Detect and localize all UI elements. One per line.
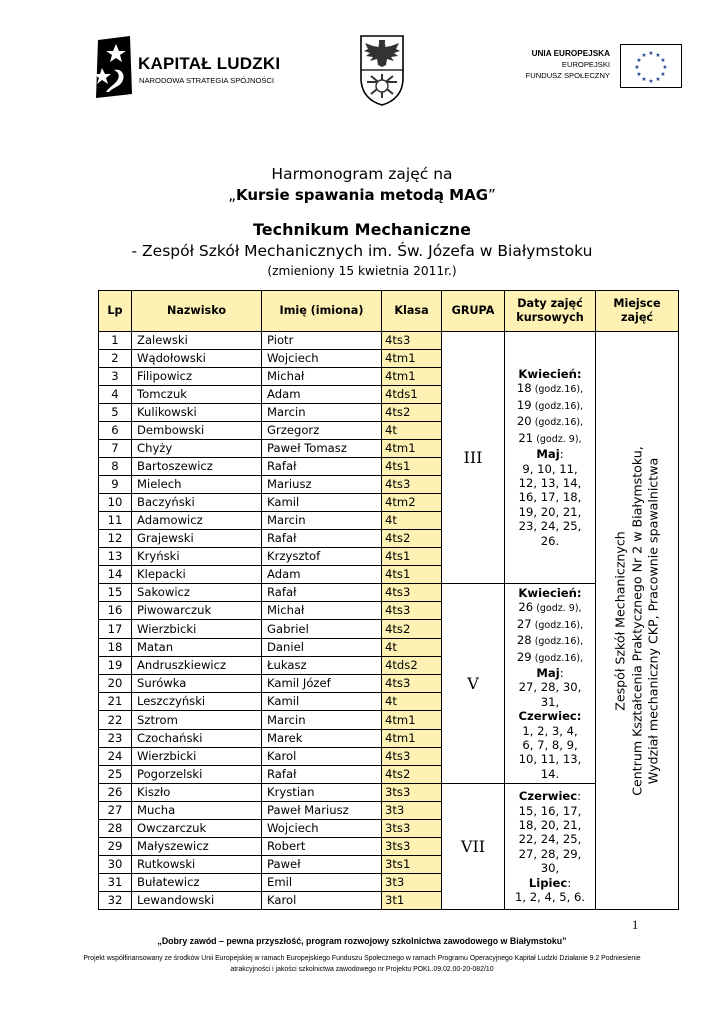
cell-klasa: 4ts1 <box>382 458 442 476</box>
dates-line: 31, <box>540 694 560 709</box>
place-cell <box>596 332 679 910</box>
cell-nazwisko: Mielech <box>132 476 262 494</box>
cell-nazwisko: Piwowarczuk <box>132 602 262 620</box>
kapital-ludzki-title: KAPITAŁ LUDZKI <box>138 54 281 73</box>
svg-text:★: ★ <box>648 50 654 57</box>
school-title: Technikum Mechaniczne <box>252 220 472 239</box>
cell-imie: Adam <box>262 386 382 404</box>
cell-klasa: 4tds2 <box>382 656 442 674</box>
cell-imie: Gabriel <box>262 620 382 638</box>
dates-line <box>506 414 594 430</box>
dates-line: 12, 13, 14, <box>518 475 582 490</box>
cell-imie: Kamil <box>262 693 382 711</box>
dates-line: 9, 10, 11, <box>522 461 578 476</box>
date-day: 19 <box>516 397 532 412</box>
dates-month: Lipiec <box>528 875 568 890</box>
eu-social-fund-logo <box>512 44 684 88</box>
footer-program-title: „Dobry zawód – pewna przyszłość, program rozwojowy szkolnictwa zawodowego w Białymstoku” <box>157 936 567 946</box>
cell-lp: 19 <box>99 656 132 674</box>
cell-imie: Wojciech <box>262 350 382 368</box>
title-line-2 <box>0 185 724 206</box>
cell-klasa: 4t <box>382 638 442 656</box>
eu-logo-text <box>512 48 610 81</box>
table-row <box>99 784 679 802</box>
cell-imie: Piotr <box>262 332 382 350</box>
cell-lp: 15 <box>99 584 132 602</box>
cell-klasa: 4ts3 <box>382 675 442 693</box>
cell-nazwisko: Kulikowski <box>132 404 262 422</box>
dates-month-line <box>506 789 594 803</box>
cell-klasa: 3t3 <box>382 802 442 820</box>
cell-nazwisko: Klepacki <box>132 566 262 584</box>
dates-cell-group-iii <box>505 332 596 584</box>
svg-text:★: ★ <box>648 78 654 85</box>
cell-klasa: 4t <box>382 422 442 440</box>
svg-text:★: ★ <box>636 57 642 64</box>
course-name: Kursie spawania metodą MAG <box>235 186 489 204</box>
date-day: 28 <box>516 633 532 648</box>
dates-month: Maj <box>536 666 560 681</box>
header-daty: Daty zajęć kursowych <box>505 291 596 332</box>
document-titles <box>0 164 724 281</box>
cell-nazwisko: Matan <box>132 638 262 656</box>
cell-nazwisko: Wierzbicki <box>132 620 262 638</box>
cell-nazwisko: Filipowicz <box>132 368 262 386</box>
cell-imie: Rafał <box>262 584 382 602</box>
cell-imie: Rafał <box>262 766 382 784</box>
cell-klasa: 4ts3 <box>382 584 442 602</box>
cell-imie: Paweł <box>262 856 382 874</box>
cell-nazwisko: Wądołowski <box>132 350 262 368</box>
cell-nazwisko: Baczyński <box>132 494 262 512</box>
cell-imie: Adam <box>262 566 382 584</box>
cell-lp: 4 <box>99 386 132 404</box>
place-text <box>612 341 662 901</box>
quote-open: „ <box>228 186 236 204</box>
cell-klasa: 4tm1 <box>382 368 442 386</box>
cell-klasa: 3t1 <box>382 892 442 910</box>
date-hour: (godz.16), <box>531 619 584 631</box>
cell-nazwisko: Adamowicz <box>132 512 262 530</box>
footer-project-note: Projekt współfinansowany ze środków Unii Europejskiej w ramach Europejskiego Funduszu Społecznego w ramach Programu Operacyjnego Kapitał Ludzki Działanie 9.2 Podniesienie atrakcyjności i jakości szkolnictwa zawodowego nr Projektu POKL.09.02.00-20-082/10 <box>83 955 641 973</box>
cell-lp: 32 <box>99 892 132 910</box>
dates-line <box>506 617 594 633</box>
svg-text:★: ★ <box>641 52 647 59</box>
page-number: 1 <box>632 918 639 932</box>
dates-line <box>506 650 594 666</box>
cell-imie: Kamil <box>262 494 382 512</box>
dates-line <box>506 381 594 397</box>
cell-klasa: 4ts2 <box>382 404 442 422</box>
cell-imie: Grzegorz <box>262 422 382 440</box>
cell-lp: 12 <box>99 530 132 548</box>
cell-lp: 28 <box>99 820 132 838</box>
header-imie: Imię (imiona) <box>262 291 382 332</box>
cell-klasa: 4tm1 <box>382 440 442 458</box>
cell-klasa: 3ts3 <box>382 820 442 838</box>
cell-klasa: 4tds1 <box>382 386 442 404</box>
dates-line: 10, 11, 13, <box>518 752 582 767</box>
cell-klasa: 4ts3 <box>382 747 442 765</box>
cell-lp: 31 <box>99 874 132 892</box>
cell-nazwisko: Lewandowski <box>132 892 262 910</box>
dates-month-line <box>506 666 594 680</box>
place-line-2: Centrum Kształcenia Praktycznego Nr 2 w Białymstoku, <box>628 445 644 796</box>
date-day: 18 <box>516 381 532 396</box>
cell-imie: Mariusz <box>262 476 382 494</box>
cell-klasa: 3ts3 <box>382 838 442 856</box>
cell-lp: 18 <box>99 638 132 656</box>
dates-colon: : <box>559 447 564 462</box>
cell-imie: Marcin <box>262 711 382 729</box>
cell-imie: Krystian <box>262 784 382 802</box>
cell-nazwisko: Kiszło <box>132 784 262 802</box>
dates-line <box>506 431 594 447</box>
date-hour: (godz.16), <box>531 384 584 396</box>
date-hour: (godz.16), <box>531 636 584 648</box>
dates-month: Kwiecień: <box>518 367 582 382</box>
cell-klasa: 3t3 <box>382 874 442 892</box>
cell-imie: Marcin <box>262 404 382 422</box>
place-line-3: Wydział mechaniczny CKP, Pracownie spawalnictwa <box>645 457 661 784</box>
cell-lp: 21 <box>99 693 132 711</box>
cell-lp: 8 <box>99 458 132 476</box>
cell-nazwisko: Sakowicz <box>132 584 262 602</box>
cell-imie: Karol <box>262 892 382 910</box>
date-hour: (godz. 9), <box>533 433 582 445</box>
cell-lp: 14 <box>99 566 132 584</box>
dates-line: 22, 24, 25, <box>518 832 582 847</box>
cell-nazwisko: Bułatewicz <box>132 874 262 892</box>
footer <box>0 932 724 975</box>
cell-lp: 16 <box>99 602 132 620</box>
dates-line: 16, 17, 18, <box>518 490 582 505</box>
dates-line: 19, 20, 21, <box>518 504 582 519</box>
date-hour: (godz. 9), <box>533 603 582 615</box>
cell-klasa: 4ts1 <box>382 566 442 584</box>
cell-klasa: 4tm1 <box>382 711 442 729</box>
dates-month: Czerwiec <box>518 789 578 804</box>
cell-lp: 27 <box>99 802 132 820</box>
cell-nazwisko: Mucha <box>132 802 262 820</box>
dates-line <box>506 633 594 649</box>
cell-klasa: 4ts3 <box>382 476 442 494</box>
kapital-ludzki-logo <box>92 34 292 100</box>
cell-nazwisko: Andruszkiewicz <box>132 656 262 674</box>
cell-klasa: 4ts3 <box>382 602 442 620</box>
cell-imie: Michał <box>262 368 382 386</box>
dates-colon: : <box>567 875 572 890</box>
date-hour: (godz.16), <box>531 652 584 664</box>
cell-nazwisko: Pogorzelski <box>132 766 262 784</box>
cell-nazwisko: Małyszewicz <box>132 838 262 856</box>
svg-text:★: ★ <box>660 57 666 64</box>
dates-line: 30, <box>540 861 560 876</box>
cell-nazwisko: Wierzbicki <box>132 747 262 765</box>
cell-imie: Łukasz <box>262 656 382 674</box>
header-lp: Lp <box>99 291 132 332</box>
header-miejsce: Miejsce zajęć <box>596 291 679 332</box>
cell-imie: Rafał <box>262 458 382 476</box>
dates-line: 18, 20, 21, <box>518 817 582 832</box>
cell-imie: Paweł Tomasz <box>262 440 382 458</box>
header-klasa: Klasa <box>382 291 442 332</box>
dates-month-line <box>506 447 594 461</box>
quote-close: ” <box>488 186 496 204</box>
cell-lp: 2 <box>99 350 132 368</box>
cell-imie: Emil <box>262 874 382 892</box>
cell-lp: 6 <box>99 422 132 440</box>
cell-lp: 26 <box>99 784 132 802</box>
dates-line <box>506 600 594 616</box>
cell-klasa: 4tm2 <box>382 494 442 512</box>
cell-klasa: 4tm1 <box>382 350 442 368</box>
cell-klasa: 4ts2 <box>382 620 442 638</box>
cell-klasa: 4t <box>382 693 442 711</box>
cell-klasa: 3ts3 <box>382 784 442 802</box>
school-subtitle: - Zespół Szkół Mechanicznych im. Św. Józefa w Białymstoku <box>131 242 593 260</box>
eu-flag-icon <box>620 44 682 88</box>
dates-line: 1, 2, 4, 5, 6. <box>514 890 586 904</box>
cell-klasa: 4tm1 <box>382 729 442 747</box>
dates-month-line <box>506 876 594 890</box>
dates-line: 23, 24, 25, <box>518 519 582 534</box>
group-cell-iii: III <box>442 332 505 584</box>
kapital-ludzki-logo-icon <box>92 34 136 100</box>
revision-note: (zmieniony 15 kwietnia 2011r.) <box>267 264 457 278</box>
cell-imie: Robert <box>262 838 382 856</box>
title-line-1: Harmonogram zajęć na <box>271 165 453 183</box>
schedule-table <box>98 290 679 910</box>
cell-nazwisko: Grajewski <box>132 530 262 548</box>
table-row <box>99 332 679 350</box>
dates-line: 27, 28, 30, <box>518 680 582 695</box>
svg-text:★: ★ <box>636 71 642 78</box>
header-nazwisko: Nazwisko <box>132 291 262 332</box>
svg-text:★: ★ <box>634 64 640 71</box>
date-hour: (godz.16), <box>531 417 584 429</box>
cell-lp: 9 <box>99 476 132 494</box>
cell-lp: 23 <box>99 729 132 747</box>
cell-lp: 11 <box>99 512 132 530</box>
dates-line <box>506 398 594 414</box>
cell-lp: 25 <box>99 766 132 784</box>
cell-lp: 1 <box>99 332 132 350</box>
dates-line: 15, 16, 17, <box>518 803 582 818</box>
dates-line: 1, 2, 3, 4, <box>522 723 578 738</box>
header-grupa: GRUPA <box>442 291 505 332</box>
cell-nazwisko: Kryński <box>132 548 262 566</box>
cell-imie: Daniel <box>262 638 382 656</box>
dates-line: 14. <box>540 766 560 781</box>
date-day: 26 <box>518 600 534 615</box>
cell-nazwisko: Zalewski <box>132 332 262 350</box>
cell-nazwisko: Owczarczuk <box>132 820 262 838</box>
dates-month: Kwiecień: <box>518 586 582 600</box>
cell-lp: 13 <box>99 548 132 566</box>
cell-lp: 10 <box>99 494 132 512</box>
dates-colon: : <box>559 666 564 681</box>
date-day: 29 <box>516 649 532 664</box>
eu-line-1: UNIA EUROPEJSKA <box>531 49 610 58</box>
date-hour: (godz.16), <box>531 400 584 412</box>
cell-imie: Marek <box>262 729 382 747</box>
cell-lp: 29 <box>99 838 132 856</box>
cell-lp: 30 <box>99 856 132 874</box>
svg-text:★: ★ <box>660 71 666 78</box>
cell-klasa: 4ts2 <box>382 766 442 784</box>
eu-line-2: EUROPEJSKI <box>561 60 610 69</box>
date-day: 27 <box>516 616 532 631</box>
cell-nazwisko: Bartoszewicz <box>132 458 262 476</box>
eu-line-3: FUNDUSZ SPOŁECZNY <box>525 71 610 80</box>
cell-lp: 22 <box>99 711 132 729</box>
group-cell-vii: VII <box>442 784 505 910</box>
cell-lp: 3 <box>99 368 132 386</box>
cell-nazwisko: Leszczyński <box>132 693 262 711</box>
cell-lp: 7 <box>99 440 132 458</box>
cell-imie: Wojciech <box>262 820 382 838</box>
dates-line: 6, 7, 8, 9, <box>522 738 578 753</box>
dates-cell-group-vii <box>505 784 596 910</box>
dates-colon: : <box>577 789 582 804</box>
place-line-1: Zespół Szkół Mechanicznych <box>612 530 628 711</box>
cell-nazwisko: Dembowski <box>132 422 262 440</box>
dates-line: 27, 28, 29, <box>518 846 582 861</box>
cell-klasa: 4ts1 <box>382 548 442 566</box>
cell-nazwisko: Czochański <box>132 729 262 747</box>
cell-lp: 5 <box>99 404 132 422</box>
cell-imie: Kamil Józef <box>262 675 382 693</box>
cell-klasa: 3ts1 <box>382 856 442 874</box>
svg-text:★: ★ <box>655 52 661 59</box>
table-header-row <box>99 291 679 332</box>
cell-nazwisko: Tomczuk <box>132 386 262 404</box>
dates-line: 26. <box>540 533 560 548</box>
cell-imie: Paweł Mariusz <box>262 802 382 820</box>
cell-lp: 17 <box>99 620 132 638</box>
dates-cell-group-v <box>505 584 596 784</box>
coat-of-arms-icon <box>359 34 405 106</box>
cell-nazwisko: Rutkowski <box>132 856 262 874</box>
cell-imie: Marcin <box>262 512 382 530</box>
dates-month: Maj <box>536 447 560 462</box>
svg-text:★: ★ <box>662 64 668 71</box>
svg-text:★: ★ <box>641 76 647 83</box>
cell-klasa: 4t <box>382 512 442 530</box>
date-day: 21 <box>518 430 534 445</box>
cell-lp: 20 <box>99 675 132 693</box>
group-cell-v: V <box>442 584 505 784</box>
table-row <box>99 584 679 602</box>
cell-imie: Michał <box>262 602 382 620</box>
dates-month: Czerwiec: <box>518 709 582 724</box>
cell-imie: Rafał <box>262 530 382 548</box>
cell-nazwisko: Surówka <box>132 675 262 693</box>
date-day: 20 <box>516 414 532 429</box>
cell-nazwisko: Sztrom <box>132 711 262 729</box>
cell-nazwisko: Chyży <box>132 440 262 458</box>
cell-klasa: 4ts2 <box>382 530 442 548</box>
cell-imie: Krzysztof <box>262 548 382 566</box>
cell-imie: Karol <box>262 747 382 765</box>
cell-klasa: 4ts3 <box>382 332 442 350</box>
cell-lp: 24 <box>99 747 132 765</box>
svg-text:★: ★ <box>655 76 661 83</box>
kapital-ludzki-subtitle: NARODOWA STRATEGIA SPÓJNOŚCI <box>139 76 275 85</box>
